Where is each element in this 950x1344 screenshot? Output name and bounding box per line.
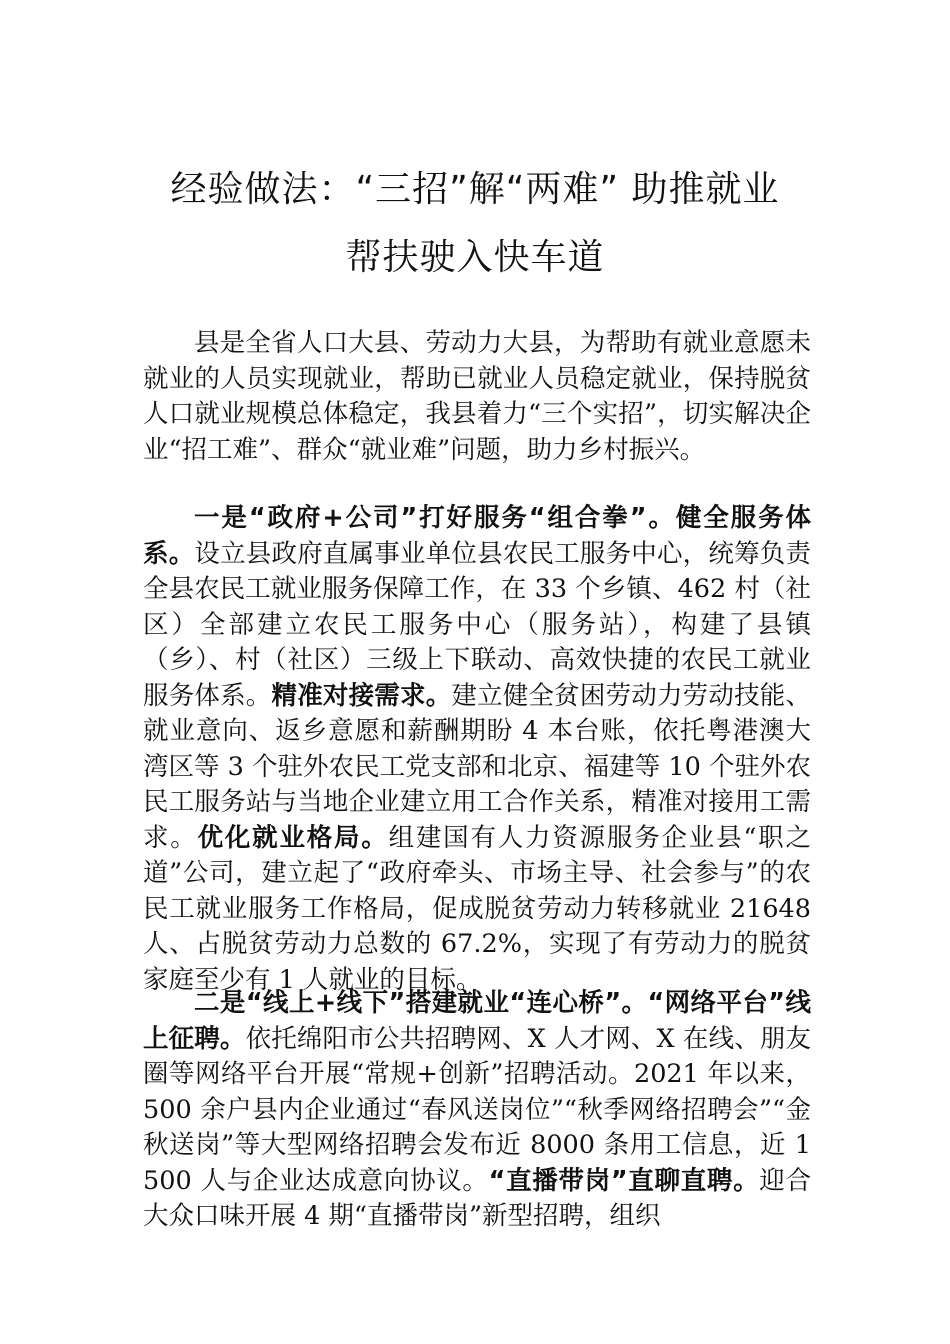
subsection-heading: 精准对接需求。 bbox=[271, 680, 452, 711]
paragraph-text bbox=[143, 326, 811, 468]
subsection-heading: “网络平台”线上征聘。 bbox=[143, 988, 811, 1054]
subsection-heading: 健全服务体系。 bbox=[143, 503, 811, 569]
body-text: 依托绵阳市公共招聘网、X 人才网、X 在线、朋友圈等网络平台开展“常规+创新”招聘活动。2021 年以来，500 余户县内企业通过“春风送岗位”“秋季网络招聘会”“金秋送岗”等大型网络招聘会发布近 8000 条用工信息，近 1500 人与企业达成意向协议。 bbox=[143, 1023, 811, 1196]
body-text: 建立健全贫困劳动力劳动技能、就业意向、返乡意愿和薪酬期盼 4 本台账，依托粤港澳大湾区等 3 个驻外农民工党支部和北京、福建等 10 个驻外农民工服务站与当地企业建立用工合作关系，精准对接用工需求。 bbox=[143, 680, 811, 853]
paragraph-section-one bbox=[143, 501, 811, 998]
body-text: 组建国有人力资源服务企业县“职之道”公司，建立起了“政府牵头、市场主导、社会参与”的农民工就业服务工作格局，促成脱贫劳动力转移就业 21648 人、占脱贫劳动力总数的 67.2%，实现了有劳动力的脱贫家庭至少有 1 人就业的目标。 bbox=[143, 822, 811, 995]
section-heading: 二是“线上+线下”搭建就业“连心桥”。 bbox=[194, 988, 648, 1018]
section-heading: 一是“政府+公司”打好服务“组合拳”。 bbox=[194, 503, 676, 533]
paragraph-text bbox=[143, 986, 811, 1235]
paragraph-text bbox=[143, 501, 811, 998]
paragraph-intro bbox=[143, 326, 811, 468]
document-title-line-1: 经验做法：“三招”解“两难” 助推就业 bbox=[170, 169, 780, 210]
subsection-heading: 优化就业格局。 bbox=[197, 822, 389, 853]
document-title-line-2: 帮扶驶入快车道 bbox=[345, 237, 605, 278]
body-text: 迎合大众口味开展 4 期“直播带岗”新型招聘，组织 bbox=[143, 1165, 811, 1231]
intro-text: 县是全省人口大县、劳动力大县，为帮助有就业意愿未就业的人员实现就业，帮助已就业人员稳定就业，保持脱贫人口就业规模总体稳定，我县着力“三个实招”，切实解决企业“招工难”、群众“就业难”问题，助力乡村振兴。 bbox=[143, 328, 811, 465]
paragraph-section-two bbox=[143, 986, 811, 1235]
body-text: 设立县政府直属事业单位县农民工服务中心，统筹负责全县农民工就业服务保障工作，在 33 个乡镇、462 村（社区）全部建立农民工服务中心（服务站），构建了县镇（乡）、村（社区）三级上下联动、高效快捷的农民工就业服务体系。 bbox=[143, 538, 811, 711]
subsection-heading: “直播带岗”直聊直聘。 bbox=[488, 1165, 760, 1196]
